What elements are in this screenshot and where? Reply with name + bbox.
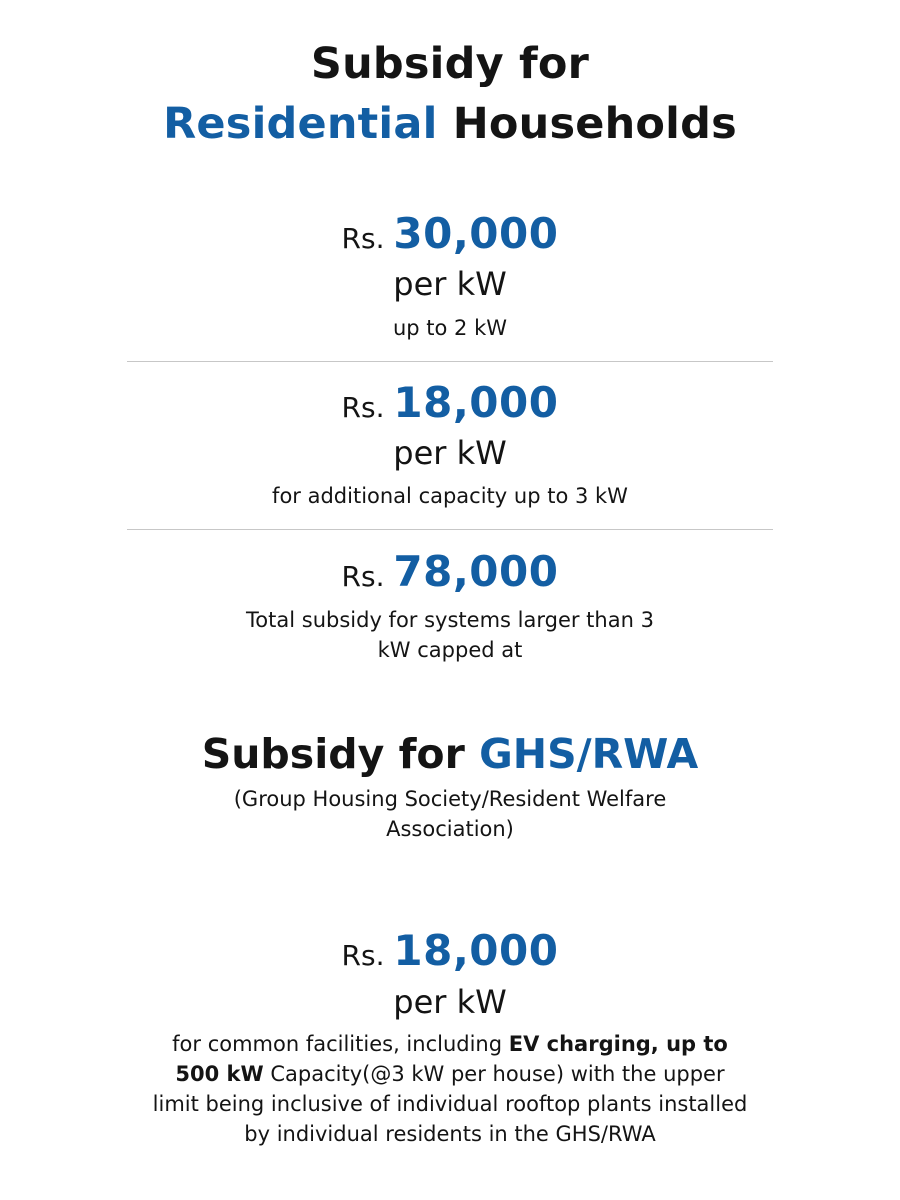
tier2-unit: per kW	[393, 434, 507, 472]
amount-value: 18,000	[393, 926, 559, 975]
ghs-heading-text: Subsidy for	[201, 730, 465, 778]
currency-label: Rs.	[341, 560, 385, 593]
ghs-description-line1: (Group Housing Society/Resident Welfare	[233, 787, 667, 811]
ghs-paragraph	[150, 1029, 750, 1149]
amount-value: 30,000	[393, 209, 559, 258]
page-title-line2	[0, 98, 900, 150]
tier3-note-line2: kW capped at	[377, 638, 523, 662]
ghs-heading	[0, 728, 900, 780]
ghs-paragraph-bold2: 500 kW	[175, 1062, 264, 1086]
ghs-amount	[0, 927, 900, 980]
tier2-note: for additional capacity up to 3 kW	[272, 484, 628, 508]
tier2-amount	[0, 379, 900, 432]
currency-label: Rs.	[341, 222, 385, 255]
title-text: Subsidy for	[310, 39, 590, 89]
divider	[127, 529, 773, 530]
title-accent: Residential	[163, 99, 438, 149]
ghs-paragraph-part2: Capacity(@3 kW per house) with the upper limit being inclusive of individual rooftop plants installed by individual residents in the GHS/RWA	[152, 1062, 748, 1146]
ghs-paragraph-bold1: EV charging, up to	[508, 1032, 728, 1056]
ghs-description	[0, 784, 900, 844]
page-title-line1	[0, 38, 900, 90]
amount-value: 78,000	[393, 547, 559, 596]
ghs-heading-accent: GHS/RWA	[479, 730, 699, 778]
ghs-description-line2: Association)	[386, 817, 514, 841]
divider	[127, 361, 773, 362]
tier1-unit: per kW	[393, 265, 507, 303]
tier3-note-line1: Total subsidy for systems larger than 3	[246, 608, 654, 632]
tier3-amount	[0, 548, 900, 601]
ghs-unit: per kW	[393, 983, 507, 1021]
title-rest: Households	[452, 99, 737, 149]
ghs-paragraph-part1: for common facilities, including	[172, 1032, 509, 1056]
tier1-amount	[0, 210, 900, 263]
tier1-note: up to 2 kW	[392, 316, 508, 340]
currency-label: Rs.	[341, 939, 385, 972]
amount-value: 18,000	[393, 378, 559, 427]
currency-label: Rs.	[341, 391, 385, 424]
